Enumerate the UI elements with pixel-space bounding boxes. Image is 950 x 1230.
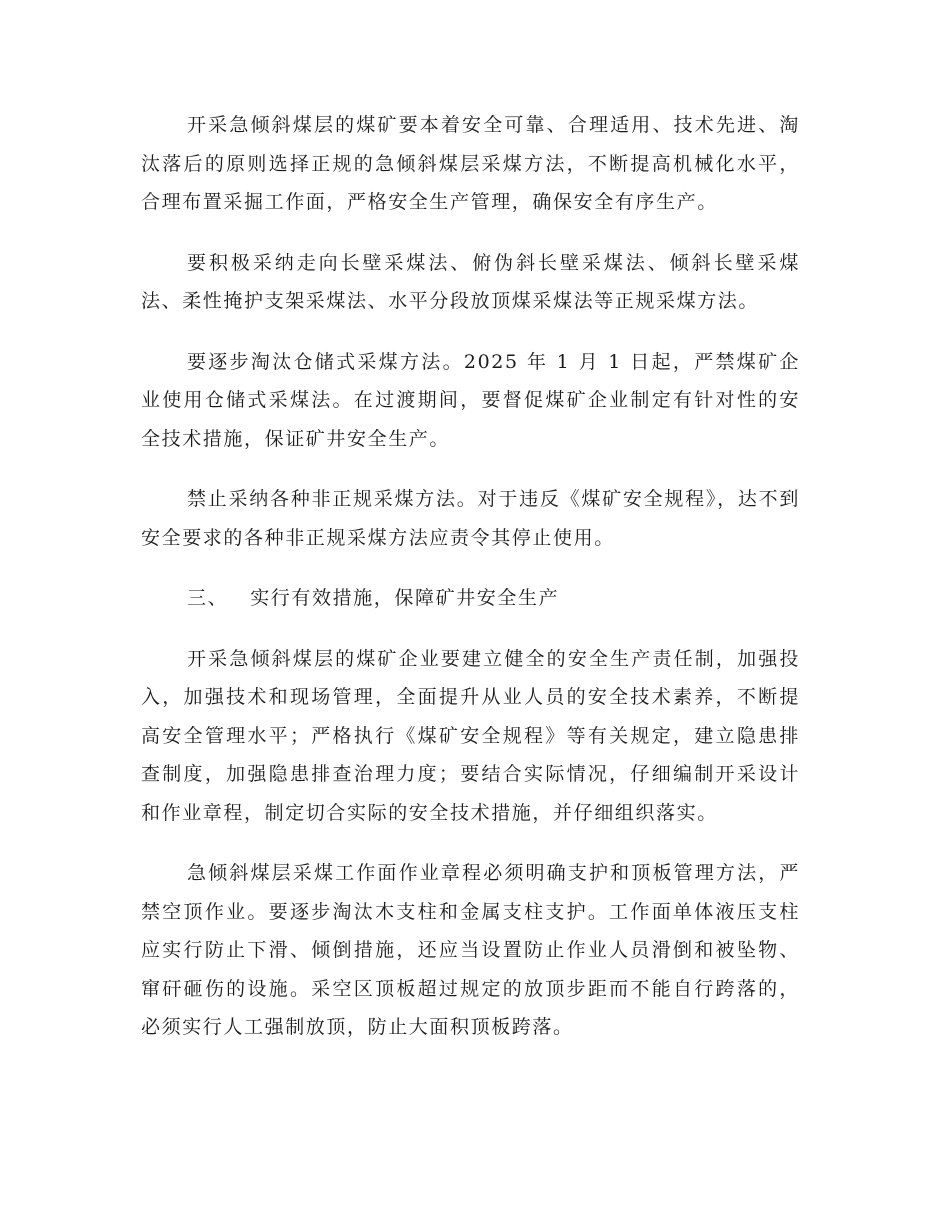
paragraph-recommended-methods: 要积极采纳走向长壁采煤法、俯伪斜长壁采煤法、倾斜长壁采煤法、柔性掩护支架采煤法、水平分段放顶煤采煤法等正规采煤方法。 bbox=[141, 251, 800, 312]
paragraph-mining-principles: 开采急倾斜煤层的煤矿要本着安全可靠、合理适用、技术先进、淘汰落后的原则选择正规的急倾斜煤层采煤方法，不断提高机械化水平，合理布置采掘工作面，严格安全生产管理，确保安全有序生产。 bbox=[141, 114, 800, 213]
section-heading bbox=[141, 579, 800, 618]
section-heading-title: 实行有效措施，保障矿井安全生产 bbox=[250, 587, 560, 609]
paragraph-safety-responsibility: 开采急倾斜煤层的煤矿企业要建立健全的安全生产责任制，加强投入，加强技术和现场管理，全面提升从业人员的安全技术素养，不断提高安全管理水平；严格执行《煤矿安全规程》等有关规定，建立隐患排查制度，加强隐患排查治理力度；要结合实际情况，仔细编制开采设计和作业章程，制定切合实际的安全技术措施，并仔细组织落实。 bbox=[141, 647, 800, 824]
paragraph-support-roof-management: 急倾斜煤层采煤工作面作业章程必须明确支护和顶板管理方法，严禁空顶作业。要逐步淘汰木支柱和金属支柱支护。工作面单体液压支柱应实行防止下滑、倾倒措施，还应当设置防止作业人员滑倒和被坠物、窜矸砸伤的设施。采空区顶板超过规定的放顶步距而不能自行跨落的，必须实行人工强制放顶，防止大面积顶板跨落。 bbox=[141, 862, 800, 1038]
paragraph-prohibit-irregular-methods: 禁止采纳各种非正规采煤方法。对于违反《煤矿安全规程》，达不到安全要求的各种非正规采煤方法应责令其停止使用。 bbox=[141, 488, 800, 549]
paragraph-phase-out-storage-method: 要逐步淘汰仓储式采煤方法。2025 年 1 月 1 日起，严禁煤矿企业使用仓储式采煤法。在过渡期间，要督促煤矿企业制定有针对性的安全技术措施，保证矿井安全生产。 bbox=[141, 350, 800, 450]
section-heading-number: 三、 bbox=[187, 587, 229, 609]
